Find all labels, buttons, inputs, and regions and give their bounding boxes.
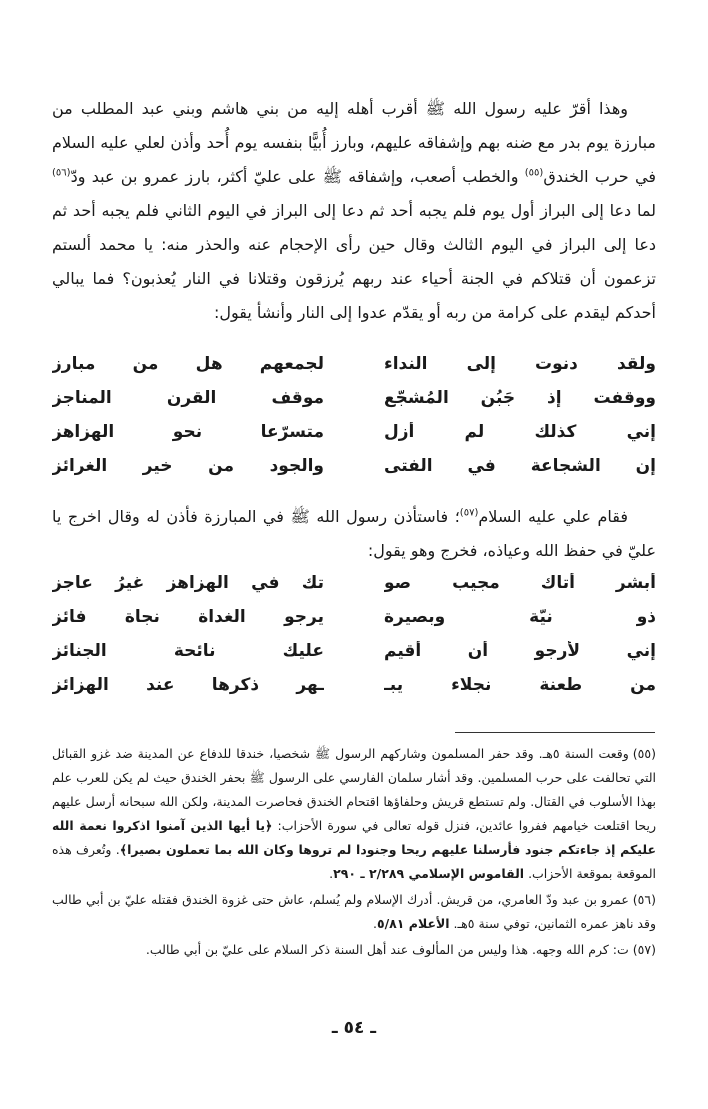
verse-second-hemistich: والجود من خير الغرائز (52, 456, 324, 476)
para2-text-a: فقام علي عليه السلام (478, 507, 628, 526)
footnote-ref-57[interactable]: (٥٧) (459, 507, 479, 519)
verse-row (52, 347, 656, 381)
verse-first-hemistich: إني كذلك لم أزل (384, 422, 656, 442)
verse-second-hemistich: ـهر ذكرها عند الهزائز (52, 675, 324, 695)
footnote-text: ت: كرم الله وجهه. هذا وليس من المألوف عند أهل السنة ذكر السلام على عليّ بن أبي طالب. (145, 942, 629, 957)
verse-first-hemistich: ولقد دنوت إلى النداء (384, 354, 656, 374)
para1-text-c: لما دعا إلى البراز أول يوم فلم يجبه أحد ثم دعا إلى البراز في اليوم الثاني فلم يجبه أحد ثم دعا إلى البراز في اليوم الثالث وقال حين رأى الإحجام عنه والحذر منه: يا محمد ألستم تزعمون أن قتلاكم في الجنة أحياء عند ربهم يُرزقون وقتلانا في النار يُعذبون؟ فما يبالي أحدكم ليقدم على كرامة من ربه أو يقدّم عدوا إلى النار وأنشأ يقول: (52, 201, 656, 322)
footnote-number: (٥٦) (632, 892, 656, 907)
verse-second-hemistich: عليك نائحة الجنائز (52, 641, 324, 661)
footnote-text: . (329, 866, 334, 881)
para2-text-b: ؛ فاستأذن رسول الله ﷺ في المبارزة فأذن له وقال اخرج يا عليّ في حفظ الله وعياذه، فخرج وهو يقول: (52, 507, 656, 560)
verse-second-hemistich: لجمعهم هل من مبارز (52, 354, 324, 374)
verse-first-hemistich: أبشر أتاك مجيب صو (384, 573, 656, 593)
verse-first-hemistich: من طعنة نجلاء يبـ (384, 675, 656, 695)
verse-first-hemistich: إني لأرجو أن أقيم (384, 641, 656, 661)
poem-block-1 (52, 347, 656, 483)
verse-row (52, 634, 656, 668)
footnote-56 (52, 888, 656, 936)
footnote-text: . (372, 916, 377, 931)
verse-row (52, 449, 656, 483)
footnote-source: الأعلام ٥/٨١ (376, 916, 450, 931)
footnotes-section (52, 742, 656, 964)
verse-second-hemistich: موقف القرن المناجز (52, 388, 324, 408)
main-paragraph-1 (52, 92, 656, 330)
footnote-ref-55[interactable]: (٥٥) (524, 167, 544, 179)
verse-second-hemistich: متسرّعا نحو الهزاهز (52, 422, 324, 442)
verse-row (52, 668, 656, 702)
footnote-57 (52, 938, 656, 962)
footnote-divider (455, 732, 655, 733)
verse-first-hemistich: ذو نيّة وبصيرة (384, 607, 656, 627)
para1-text-a: وهذا أقرّ عليه رسول الله ﷺ أقرب أهله إليه من بني هاشم وبني عبد المطلب من مبارزة يوم بدر مع ضنه بهم وإشفاقه عليهم، وبارز أُبيًّا بنفسه يوم أُحد وأذن لعلي عليه السلام في حرب الخندق (52, 99, 656, 186)
main-paragraph-2 (52, 500, 656, 568)
footnote-quran-quote: ﴿يا أيها الذين آمنوا اذكروا نعمة الله عليكم إذ جاءتكم جنود فأرسلنا عليهم ريحا وجنودا لم تروها وكان الله بما تعملون بصيرا﴾ (52, 818, 656, 857)
footnote-text: . وتُعرف هذه الموقعة بموقعة الأحزاب. (52, 842, 656, 881)
footnote-source: القاموس الإسلامي ٢/٢٨٩ ـ ٢٩٠ (333, 866, 525, 881)
verse-second-hemistich: تك في الهزاهز غيرُ عاجز (52, 573, 324, 593)
verse-row (52, 566, 656, 600)
verse-second-hemistich: يرجو الغداة نجاة فائز (52, 607, 324, 627)
page-number: ـ ٥٤ ـ (331, 1018, 377, 1038)
verse-row (52, 381, 656, 415)
footnote-number: (٥٧) (632, 942, 656, 957)
verse-row (52, 415, 656, 449)
verse-first-hemistich: ووقفت إذ جَبُن المُشجّع (384, 388, 656, 408)
footnote-ref-56[interactable]: (٥٦) (52, 167, 71, 179)
verse-row (52, 600, 656, 634)
poem-block-2 (52, 566, 656, 702)
para1-text-b: والخطب أصعب، وإشفاقه ﷺ على عليّ أكثر، بارز عمرو بن عبد ودّ (70, 167, 525, 186)
footnote-text: وقعت السنة ٥هـ. وقد حفر المسلمون وشاركهم الرسول ﷺ شخصيا، خندقا للدفاع عن المدينة ضد غزو القبائل التي تحالفت على حرب المسلمين. وقد أشار سلمان الفارسي على الرسول ﷺ بحفر الخندق حيث لم يكن للعرب علم بهذا الأسلوب في القتال. ولم تستطع قريش وحلفاؤها اقتحام الخندق فحاصرت المدينة، ولكن الله سبحانه أرسل عليهم ريحا اقتلعت خيامهم ففروا عائدين، فنزل قوله تعالى في سورة الأحزاب: (52, 746, 656, 833)
footnote-55 (52, 742, 656, 886)
footnote-number: (٥٥) (632, 746, 656, 761)
footnote-text: عمرو بن عبد ودّ العامري، من قريش. أدرك الإسلام ولم يُسلم، عاش حتى غزوة الخندق فقتله عليّ بن أبي طالب وقد ناهز عمره الثمانين، توفي سنة ٥هـ. (52, 892, 656, 931)
verse-first-hemistich: إن الشجاعة في الفتى (384, 456, 656, 476)
